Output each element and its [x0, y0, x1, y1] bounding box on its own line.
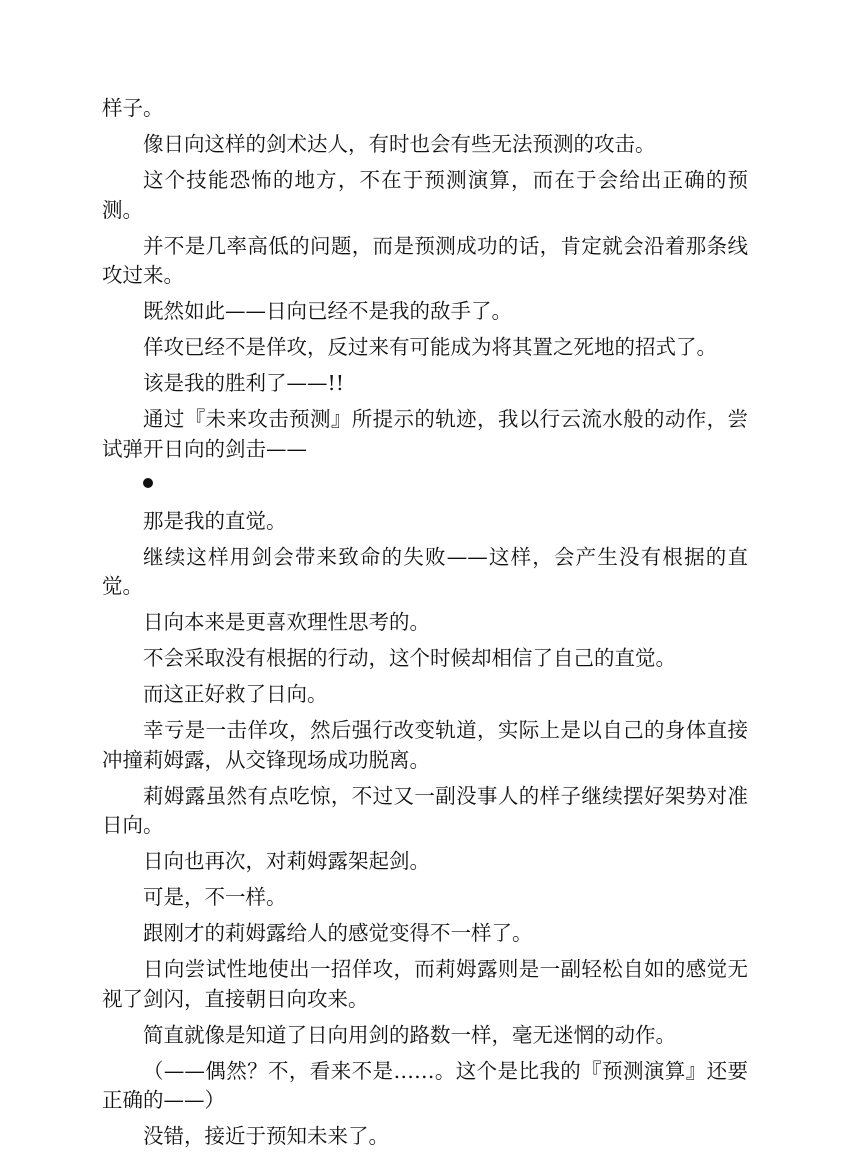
bullet-icon — [143, 478, 153, 488]
paragraph: 简直就像是知道了日向用剑的路数一样，毫无迷惘的动作。 — [143, 1022, 676, 1047]
paragraph: 该是我的胜利了——!! — [143, 371, 344, 395]
paragraph: 可是，不一样。 — [143, 885, 287, 909]
body-text — [102, 94, 748, 1158]
scene-break — [102, 471, 748, 501]
paragraph: 日向也再次，对莉姆露架起剑。 — [143, 849, 430, 873]
paragraph: （——偶然？不，看来不是……。这个是比我的『预测演算』还要正确的——） — [102, 1058, 748, 1112]
paragraph: 佯攻已经不是佯攻，反过来有可能成为将其置之死地的招式了。 — [143, 335, 717, 359]
paragraph: 通过『未来攻击预测』所提示的轨迹，我以行云流水般的动作，尝试弹开日向的剑击—— — [102, 407, 748, 461]
paragraph: 日向尝试性地使出一招佯攻，而莉姆露则是一副轻松自如的感觉无视了剑闪，直接朝日向攻来。 — [102, 957, 748, 1011]
paragraph: 而这正好救了日向。 — [143, 682, 328, 706]
paragraph: 并不是几率高低的问题，而是预测成功的话，肯定就会沿着那条线攻过来。 — [102, 233, 748, 287]
paragraph: 没错，接近于预知未来了。 — [143, 1124, 389, 1148]
paragraph: 像日向这样的剑术达人，有时也会有些无法预测的攻击。 — [143, 132, 656, 156]
paragraph: 既然如此——日向已经不是我的敌手了。 — [143, 299, 512, 323]
paragraph: 幸亏是一击佯攻，然后强行改变轨道，实际上是以自己的身体直接冲撞莉姆露，从交锋现场成功脱离。 — [102, 718, 748, 772]
paragraph: 莉姆露虽然有点吃惊，不过又一副没事人的样子继续摆好架势对准日向。 — [102, 783, 748, 837]
continuation-paragraph: 样子。 — [102, 96, 164, 120]
paragraph: 日向本来是更喜欢理性思考的。 — [143, 610, 430, 634]
paragraph: 不会采取没有根据的行动，这个时候却相信了自己的直觉。 — [143, 646, 676, 670]
paragraph: 那是我的直觉。 — [143, 508, 287, 533]
paragraph: 继续这样用剑会带来致命的失败——这样，会产生没有根据的直觉。 — [102, 544, 748, 598]
paragraph: 跟刚才的莉姆露给人的感觉变得不一样了。 — [143, 921, 533, 945]
paragraph: 这个技能恐怖的地方，不在于预测演算，而在于会给出正确的预测。 — [102, 168, 748, 222]
